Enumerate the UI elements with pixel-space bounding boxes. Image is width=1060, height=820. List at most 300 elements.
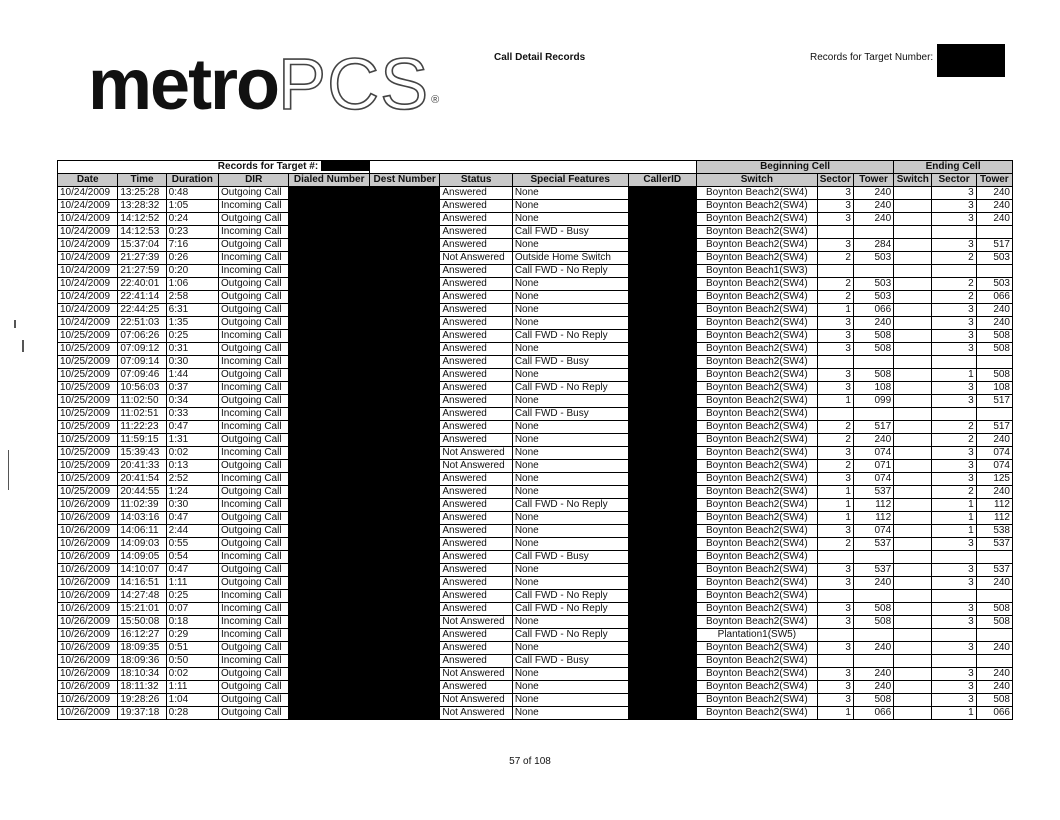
table-cell: Outgoing Call (218, 369, 288, 382)
table-cell: Answered (440, 304, 512, 317)
redacted-cell (369, 421, 439, 434)
table-cell: Answered (440, 473, 512, 486)
table-cell: Boynton Beach2(SW4) (696, 200, 817, 213)
table-row (58, 603, 1013, 616)
redacted-cell (628, 265, 696, 278)
table-row (58, 382, 1013, 395)
redacted-cell (369, 408, 439, 421)
redacted-cell (289, 551, 370, 564)
table-cell: 0:28 (166, 707, 218, 720)
table-cell: Outgoing Call (218, 707, 288, 720)
table-cell: 3 (932, 603, 976, 616)
table-cell: 15:21:01 (118, 603, 166, 616)
table-cell: Answered (440, 551, 512, 564)
table-cell: Outgoing Call (218, 525, 288, 538)
table-cell: 10/25/2009 (58, 343, 118, 356)
table-cell: 3 (817, 330, 853, 343)
redacted-cell (369, 629, 439, 642)
table-cell: Boynton Beach2(SW4) (696, 655, 817, 668)
table-cell: 16:12:27 (118, 629, 166, 642)
table-cell: 240 (976, 200, 1012, 213)
table-cell (894, 642, 932, 655)
table-cell: Outgoing Call (218, 291, 288, 304)
table-cell: Outgoing Call (218, 681, 288, 694)
table-cell: None (512, 460, 628, 473)
redacted-cell (628, 564, 696, 577)
table-cell: None (512, 213, 628, 226)
table-cell: 20:44:55 (118, 486, 166, 499)
table-cell: Answered (440, 486, 512, 499)
table-cell: None (512, 395, 628, 408)
redacted-cell (369, 603, 439, 616)
redacted-cell (628, 512, 696, 525)
table-cell: 3 (932, 187, 976, 200)
table-cell: 2 (932, 252, 976, 265)
table-cell: 3 (932, 694, 976, 707)
metropcs-logo (88, 45, 440, 125)
table-cell: 0:48 (166, 187, 218, 200)
redacted-cell (369, 473, 439, 486)
redacted-cell (289, 707, 370, 720)
table-row (58, 629, 1013, 642)
table-cell: 10/25/2009 (58, 356, 118, 369)
table-cell: Answered (440, 681, 512, 694)
table-cell: None (512, 681, 628, 694)
redacted-cell (628, 304, 696, 317)
table-cell: None (512, 694, 628, 707)
table-cell (894, 369, 932, 382)
redacted-cell (369, 616, 439, 629)
table-cell: 099 (853, 395, 893, 408)
redacted-cell (628, 434, 696, 447)
redacted-cell (289, 265, 370, 278)
table-cell: Incoming Call (218, 200, 288, 213)
table-cell (853, 408, 893, 421)
table-cell: 3 (932, 200, 976, 213)
table-cell: 1:44 (166, 369, 218, 382)
table-row (58, 642, 1013, 655)
table-cell: 3 (932, 616, 976, 629)
redacted-cell (289, 486, 370, 499)
table-body (58, 187, 1013, 720)
table-cell: 240 (853, 200, 893, 213)
table-cell: 3 (817, 525, 853, 538)
table-cell: Call FWD - Busy (512, 551, 628, 564)
table-cell: None (512, 343, 628, 356)
redacted-cell (628, 655, 696, 668)
table-cell: None (512, 187, 628, 200)
redacted-cell (628, 252, 696, 265)
table-cell: Answered (440, 603, 512, 616)
table-cell: Outgoing Call (218, 434, 288, 447)
table-cell: Outgoing Call (218, 512, 288, 525)
redacted-cell (628, 187, 696, 200)
table-row (58, 694, 1013, 707)
table-cell: 517 (853, 421, 893, 434)
redacted-cell (628, 603, 696, 616)
table-cell: 21:27:39 (118, 252, 166, 265)
table-cell: Answered (440, 330, 512, 343)
beginning-cell-header: Beginning Cell (696, 161, 893, 174)
table-cell: 1 (817, 499, 853, 512)
table-cell: Incoming Call (218, 629, 288, 642)
logo-outline-text: PCS (278, 45, 430, 125)
redacted-cell (289, 239, 370, 252)
table-cell (817, 551, 853, 564)
redacted-cell (289, 668, 370, 681)
table-cell: 508 (853, 603, 893, 616)
table-cell: Incoming Call (218, 551, 288, 564)
table-cell: Plantation1(SW5) (696, 629, 817, 642)
table-cell: 0:02 (166, 668, 218, 681)
table-cell: Boynton Beach2(SW4) (696, 369, 817, 382)
table-cell: 10/26/2009 (58, 499, 118, 512)
table-row (58, 616, 1013, 629)
table-row (58, 525, 1013, 538)
table-cell: Not Answered (440, 668, 512, 681)
table-cell: 11:02:39 (118, 499, 166, 512)
table-cell: 2 (932, 486, 976, 499)
table-cell (894, 278, 932, 291)
table-cell: 2 (817, 421, 853, 434)
table-cell: 537 (853, 564, 893, 577)
table-cell: 14:12:52 (118, 213, 166, 226)
table-cell: Boynton Beach2(SW4) (696, 304, 817, 317)
table-cell: 0:55 (166, 538, 218, 551)
table-cell: 3 (817, 447, 853, 460)
table-row (58, 265, 1013, 278)
table-cell: 10/26/2009 (58, 642, 118, 655)
table-cell: Call FWD - No Reply (512, 499, 628, 512)
table-cell: 2 (932, 421, 976, 434)
table-cell: None (512, 317, 628, 330)
col-header: Switch (894, 174, 932, 187)
table-cell: Outgoing Call (218, 486, 288, 499)
table-cell: Boynton Beach2(SW4) (696, 642, 817, 655)
redacted-cell (628, 525, 696, 538)
col-header: Switch (696, 174, 817, 187)
table-cell: Boynton Beach2(SW4) (696, 330, 817, 343)
table-cell: 11:59:15 (118, 434, 166, 447)
table-cell: 3 (817, 213, 853, 226)
table-cell: 503 (853, 252, 893, 265)
table-cell: 508 (976, 694, 1012, 707)
table-cell: Incoming Call (218, 603, 288, 616)
table-cell: 14:09:05 (118, 551, 166, 564)
table-cell: 18:09:36 (118, 655, 166, 668)
table-cell (894, 603, 932, 616)
table-cell: 1 (932, 512, 976, 525)
table-cell: 21:27:59 (118, 265, 166, 278)
redacted-cell (289, 278, 370, 291)
table-cell: 112 (853, 499, 893, 512)
table-cell: Boynton Beach2(SW4) (696, 382, 817, 395)
table-cell (894, 538, 932, 551)
redacted-cell (628, 278, 696, 291)
table-cell (976, 265, 1012, 278)
table-cell: 3 (817, 343, 853, 356)
table-cell: 10/26/2009 (58, 590, 118, 603)
table-cell: 3 (817, 239, 853, 252)
table-cell: 10/26/2009 (58, 577, 118, 590)
table-cell: Incoming Call (218, 447, 288, 460)
table-cell (932, 655, 976, 668)
table-cell: 14:16:51 (118, 577, 166, 590)
table-cell: 0:29 (166, 629, 218, 642)
table-cell: 0:02 (166, 447, 218, 460)
table-cell: 2 (817, 460, 853, 473)
table-cell: 1 (817, 707, 853, 720)
table-cell: 066 (853, 707, 893, 720)
redacted-cell (369, 499, 439, 512)
table-cell: 1:35 (166, 317, 218, 330)
redacted-cell (369, 252, 439, 265)
table-cell: 240 (853, 187, 893, 200)
table-cell: 1 (932, 707, 976, 720)
table-cell: Boynton Beach2(SW4) (696, 577, 817, 590)
table-cell: 10/25/2009 (58, 447, 118, 460)
redaction-box (321, 161, 369, 171)
table-cell: Answered (440, 395, 512, 408)
table-cell: Boynton Beach2(SW4) (696, 343, 817, 356)
table-cell (932, 226, 976, 239)
table-cell: Answered (440, 291, 512, 304)
table-row (58, 317, 1013, 330)
table-cell: 10/25/2009 (58, 395, 118, 408)
table-cell: 517 (976, 395, 1012, 408)
table-cell: 10/26/2009 (58, 629, 118, 642)
redacted-cell (289, 408, 370, 421)
scan-artifact (22, 340, 24, 352)
redacted-cell (369, 707, 439, 720)
table-cell: Boynton Beach2(SW4) (696, 590, 817, 603)
table-cell: 0:47 (166, 421, 218, 434)
redacted-cell (289, 681, 370, 694)
table-cell (932, 408, 976, 421)
table-row (58, 330, 1013, 343)
table-cell: Boynton Beach2(SW4) (696, 239, 817, 252)
table-cell (894, 577, 932, 590)
redacted-cell (289, 421, 370, 434)
table-cell: 22:40:01 (118, 278, 166, 291)
table-cell: 3 (932, 460, 976, 473)
table-cell: Boynton Beach2(SW4) (696, 538, 817, 551)
table-cell: Boynton Beach2(SW4) (696, 434, 817, 447)
table-cell: 10/24/2009 (58, 200, 118, 213)
table-cell: Call FWD - Busy (512, 408, 628, 421)
table-cell (853, 655, 893, 668)
table-cell: 0:54 (166, 551, 218, 564)
table-cell: 20:41:54 (118, 473, 166, 486)
table-cell: 108 (976, 382, 1012, 395)
table-cell: Answered (440, 577, 512, 590)
table-cell: Boynton Beach2(SW4) (696, 226, 817, 239)
redacted-cell (628, 694, 696, 707)
redacted-cell (289, 616, 370, 629)
redacted-cell (369, 356, 439, 369)
table-cell: 1:24 (166, 486, 218, 499)
table-cell: Boynton Beach2(SW4) (696, 525, 817, 538)
redacted-cell (369, 291, 439, 304)
table-cell: 3 (932, 330, 976, 343)
redacted-cell (369, 577, 439, 590)
table-cell: 3 (817, 564, 853, 577)
table-cell (894, 200, 932, 213)
table-cell (894, 551, 932, 564)
table-cell: 2:44 (166, 525, 218, 538)
table-cell: 19:37:18 (118, 707, 166, 720)
table-cell: 074 (853, 447, 893, 460)
records-for-target-label: Records for Target #: (217, 161, 319, 172)
redacted-cell (369, 460, 439, 473)
table-cell: 10/26/2009 (58, 512, 118, 525)
table-cell: Not Answered (440, 694, 512, 707)
table-cell: 0:07 (166, 603, 218, 616)
table-cell: Answered (440, 629, 512, 642)
table-cell: 10/24/2009 (58, 187, 118, 200)
table-row (58, 538, 1013, 551)
table-cell (894, 629, 932, 642)
table-cell: 10/25/2009 (58, 369, 118, 382)
redacted-cell (289, 226, 370, 239)
redacted-cell (289, 525, 370, 538)
redacted-cell (628, 616, 696, 629)
table-cell: 18:10:34 (118, 668, 166, 681)
table-cell: 1 (932, 499, 976, 512)
redacted-cell (628, 200, 696, 213)
table-cell (894, 447, 932, 460)
table-cell: 3 (932, 213, 976, 226)
table-cell: 10/26/2009 (58, 564, 118, 577)
table-cell (853, 226, 893, 239)
col-header: CallerID (628, 174, 696, 187)
table-cell: Outside Home Switch (512, 252, 628, 265)
table-cell (894, 564, 932, 577)
table-cell: Incoming Call (218, 265, 288, 278)
redacted-cell (628, 668, 696, 681)
table-cell: 10/26/2009 (58, 538, 118, 551)
redacted-cell (289, 499, 370, 512)
table-row (58, 213, 1013, 226)
table-cell: Answered (440, 408, 512, 421)
table-cell: Boynton Beach2(SW4) (696, 460, 817, 473)
table-cell: 3 (932, 382, 976, 395)
redacted-cell (369, 343, 439, 356)
table-cell: Outgoing Call (218, 564, 288, 577)
table-cell: Answered (440, 421, 512, 434)
table-cell: None (512, 369, 628, 382)
table-cell: None (512, 486, 628, 499)
table-cell (894, 408, 932, 421)
table-row (58, 369, 1013, 382)
table-cell: Answered (440, 369, 512, 382)
redacted-cell (628, 707, 696, 720)
redacted-cell (628, 681, 696, 694)
redacted-cell (628, 460, 696, 473)
table-row (58, 252, 1013, 265)
table-cell: None (512, 577, 628, 590)
table-cell: 2:58 (166, 291, 218, 304)
table-cell: Outgoing Call (218, 343, 288, 356)
table-cell: Not Answered (440, 460, 512, 473)
group-spacer (369, 161, 696, 174)
table-cell: Boynton Beach2(SW4) (696, 603, 817, 616)
table-cell: None (512, 564, 628, 577)
table-cell: 1:04 (166, 694, 218, 707)
table-cell: 20:41:33 (118, 460, 166, 473)
table-cell: Outgoing Call (218, 187, 288, 200)
table-cell (976, 629, 1012, 642)
table-cell: 2 (817, 252, 853, 265)
table-cell (894, 343, 932, 356)
redacted-cell (628, 356, 696, 369)
table-cell: 240 (976, 642, 1012, 655)
table-row (58, 200, 1013, 213)
redacted-cell (369, 525, 439, 538)
table-cell: Outgoing Call (218, 577, 288, 590)
redacted-cell (289, 512, 370, 525)
redacted-cell (369, 213, 439, 226)
table-cell: 3 (817, 642, 853, 655)
redacted-cell (289, 564, 370, 577)
table-cell: Boynton Beach1(SW3) (696, 265, 817, 278)
redacted-cell (628, 577, 696, 590)
table-cell: Boynton Beach2(SW4) (696, 408, 817, 421)
table-row (58, 512, 1013, 525)
redacted-cell (628, 369, 696, 382)
table-cell (894, 317, 932, 330)
table-cell: Call FWD - No Reply (512, 382, 628, 395)
redacted-cell (289, 252, 370, 265)
table-cell: 10/26/2009 (58, 681, 118, 694)
table-cell (894, 460, 932, 473)
table-cell: 0:30 (166, 356, 218, 369)
redacted-cell (628, 473, 696, 486)
table-cell: Boynton Beach2(SW4) (696, 356, 817, 369)
table-cell: 537 (976, 564, 1012, 577)
table-cell: 503 (853, 278, 893, 291)
table-cell: 10/25/2009 (58, 473, 118, 486)
table-cell: Boynton Beach2(SW4) (696, 551, 817, 564)
table-row (58, 421, 1013, 434)
table-cell: 3 (932, 304, 976, 317)
table-row (58, 356, 1013, 369)
table-cell: 10/26/2009 (58, 668, 118, 681)
redacted-cell (289, 577, 370, 590)
table-cell (894, 694, 932, 707)
table-cell: 3 (817, 187, 853, 200)
table-cell (976, 590, 1012, 603)
call-detail-table (57, 160, 1013, 720)
table-cell: None (512, 525, 628, 538)
table-cell (894, 421, 932, 434)
col-header: DIR (218, 174, 288, 187)
table-cell: 07:09:14 (118, 356, 166, 369)
table-cell: Answered (440, 525, 512, 538)
table-cell (894, 655, 932, 668)
table-cell: 07:09:46 (118, 369, 166, 382)
table-cell: 1:11 (166, 681, 218, 694)
table-cell: 503 (976, 252, 1012, 265)
table-cell: Answered (440, 187, 512, 200)
table-row (58, 564, 1013, 577)
table-cell: 3 (817, 603, 853, 616)
table-cell: 1:05 (166, 200, 218, 213)
col-header: Date (58, 174, 118, 187)
table-cell: 3 (817, 668, 853, 681)
redacted-cell (289, 369, 370, 382)
table-cell: 0:33 (166, 408, 218, 421)
